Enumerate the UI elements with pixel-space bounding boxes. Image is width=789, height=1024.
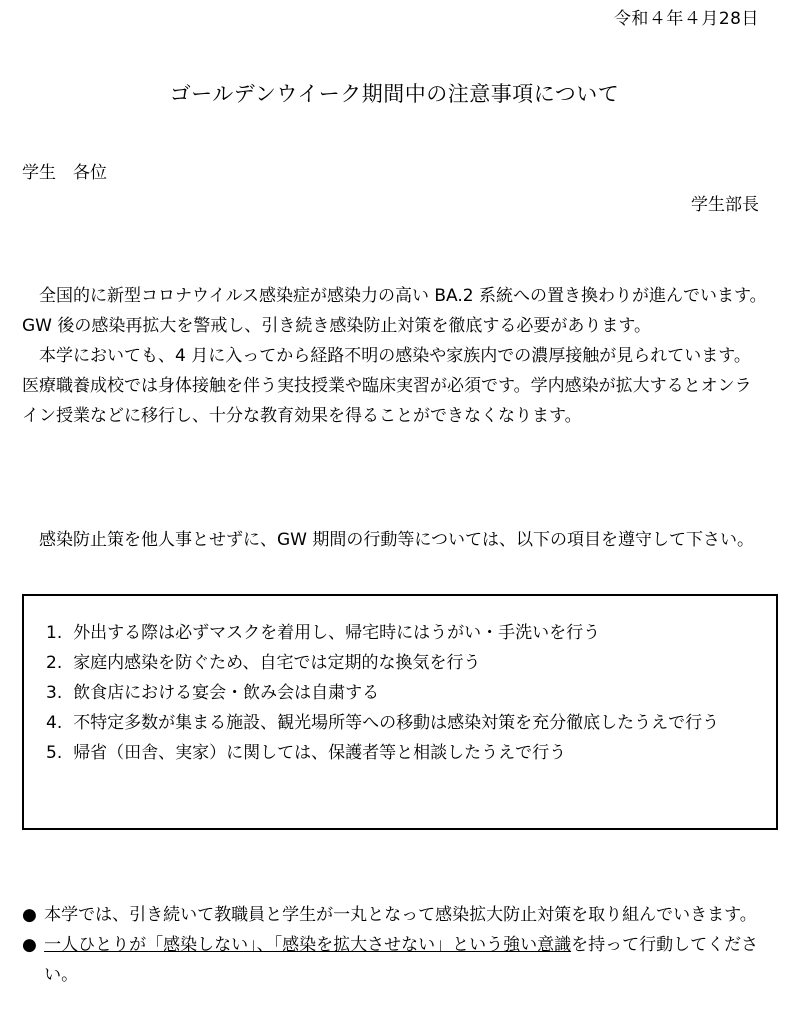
emphasized-text: 一人ひとりが「感染しない」、「感染を拡大させない」という強い意識 <box>44 935 572 955</box>
closing-list <box>22 900 767 990</box>
instruction-paragraph: 感染防止策を他人事とせずに、GW 期間の行動等については、以下の項目を遵守して下さい。 <box>39 530 755 550</box>
rule-text: 飲食店における宴会・飲み会は自粛する <box>73 683 380 703</box>
closing-item <box>22 900 767 930</box>
closing-item <box>22 930 767 990</box>
rules-box <box>22 594 778 830</box>
closing-notes <box>22 900 767 990</box>
rule-number: 1. <box>46 623 63 643</box>
rule-text: 外出する際は必ずマスクを着用し、帰宅時にはうがい・手洗いを行う <box>73 623 601 643</box>
rule-number: 3. <box>46 683 63 703</box>
rule-item <box>46 708 760 738</box>
document-date: 令和４年４月28日 <box>613 9 759 29</box>
rules-list <box>24 596 776 768</box>
rule-item <box>46 648 760 678</box>
bullet-icon: ● <box>22 905 37 925</box>
body-paragraph: 本学においても、4 月に入ってから経路不明の感染や家族内での濃厚接触が見られています。医療職養成校では身体接触を伴う実技授業や臨床実習が必須です。学内感染が拡大するとオンライン授業などに移行し、十分な教育効果を得ることができなくなります。 <box>22 346 752 426</box>
document-title: ゴールデンウイーク期間中の注意事項について <box>169 82 620 106</box>
rule-item <box>46 618 760 648</box>
sender: 学生部長 <box>691 195 759 215</box>
rule-number: 4. <box>46 713 63 733</box>
bullet-icon: ● <box>22 935 37 955</box>
rule-item <box>46 678 760 708</box>
body-paragraph: 全国的に新型コロナウイルス感染症が感染力の高い BA.2 系統への置き換わりが進んでいます。GW 後の感染再拡大を警戒し、引き続き感染防止対策を徹底する必要があります。 <box>22 286 767 336</box>
rule-number: 5. <box>46 743 63 763</box>
rule-text: 不特定多数が集まる施設、観光場所等への移動は感染対策を充分徹底したうえで行う <box>73 713 720 733</box>
instruction-paragraph-block <box>22 525 767 555</box>
closing-text: を持って行動してください。 <box>44 935 759 985</box>
rule-text: 家庭内感染を防ぐため、自宅では定期的な換気を行う <box>73 653 481 673</box>
rule-number: 2. <box>46 653 63 673</box>
body-text <box>22 281 767 431</box>
rule-item <box>46 738 760 768</box>
addressee: 学生 各位 <box>22 163 107 183</box>
closing-text: 本学では、引き続いて教職員と学生が一丸となって感染拡大防止対策を取り組んでいきます。 <box>44 905 757 925</box>
rule-text: 帰省（田舎、実家）に関しては、保護者等と相談したうえで行う <box>73 743 567 763</box>
